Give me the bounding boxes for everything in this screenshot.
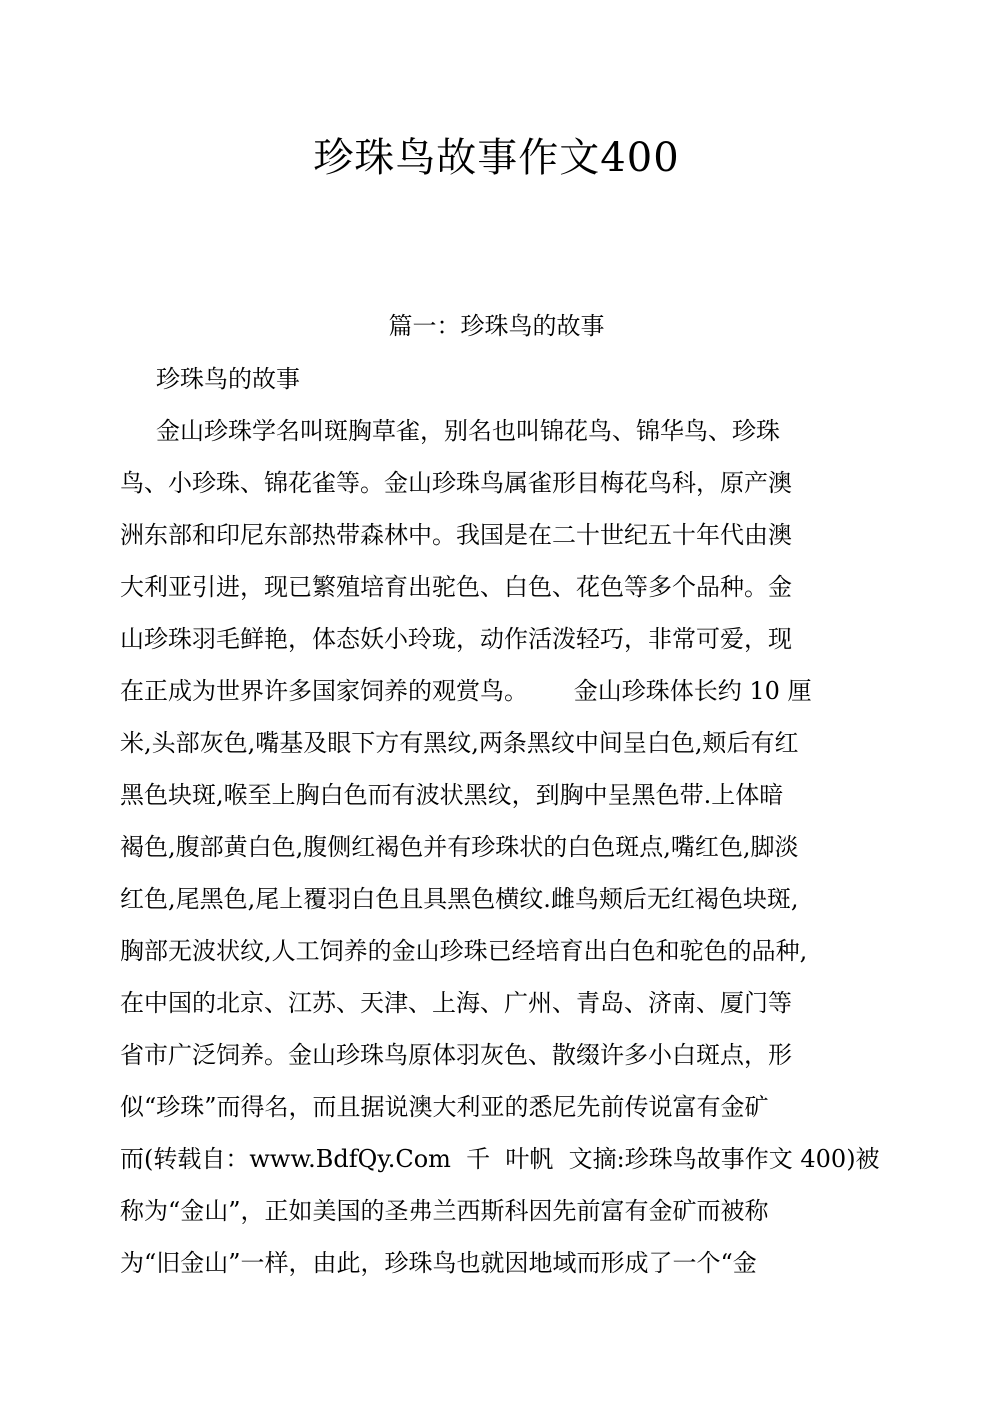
body-line: 为“旧金山”一样，由此，珍珠鸟也就因地域而形成了一个“金 [120,1249,757,1277]
body-line: 称为“金山”，正如美国的圣弗兰西斯科因先前富有金矿而被称 [120,1197,769,1225]
body-line: 褐色,腹部黄白色,腹侧红褐色并有珍珠状的白色斑点,嘴红色,脚淡 [120,833,799,861]
body-line: 红色,尾黑色,尾上覆羽白色且具黑色横纹.雌鸟颊后无红褐色块斑, [120,885,799,913]
body-line: 山珍珠羽毛鲜艳，体态妖小玲珑，动作活泼轻巧，非常可爱，现 [120,625,792,653]
document-title: 珍珠鸟故事作文400 [313,135,680,181]
body-line: 省市广泛饲养。金山珍珠鸟原体羽灰色、散缀许多小白斑点，形 [120,1041,792,1069]
section-heading: 篇一：珍珠鸟的故事 [388,312,605,340]
body-line: 黑色块斑,喉至上胸白色而有波状黑纹，到胸中呈黑色带.上体暗 [120,781,784,809]
body-line: 米,头部灰色,嘴基及眼下方有黑纹,两条黑纹中间呈白色,颊后有红 [120,729,799,757]
body-line: 在中国的北京、江苏、天津、上海、广州、青岛、济南、厦门等 [120,989,792,1017]
body-line: 金山珍珠学名叫斑胸草雀，别名也叫锦花鸟、锦华鸟、珍珠 [156,417,780,445]
body-line: 大利亚引进，现已繁殖培育出驼色、白色、花色等多个品种。金 [120,573,792,601]
body-line: 胸部无波状纹,人工饲养的金山珍珠已经培育出白色和驼色的品种, [120,937,808,965]
body-line: 似“珍珠”而得名，而且据说澳大利亚的悉尼先前传说富有金矿 [120,1093,769,1121]
body-line: 洲东部和印尼东部热带森林中。我国是在二十世纪五十年代由澳 [120,521,792,549]
subheading: 珍珠鸟的故事 [156,365,300,393]
body-line: 鸟、小珍珠、锦花雀等。金山珍珠鸟属雀形目梅花鸟科，原产澳 [120,469,792,497]
body-line: 而(转载自：www.BdfQy.Com 千 叶帆 文摘:珍珠鸟故事作文 400)被 [120,1145,880,1173]
body-line: 在正成为世界许多国家饲养的观赏鸟。 金山珍珠体长约 10 厘 [120,677,812,705]
